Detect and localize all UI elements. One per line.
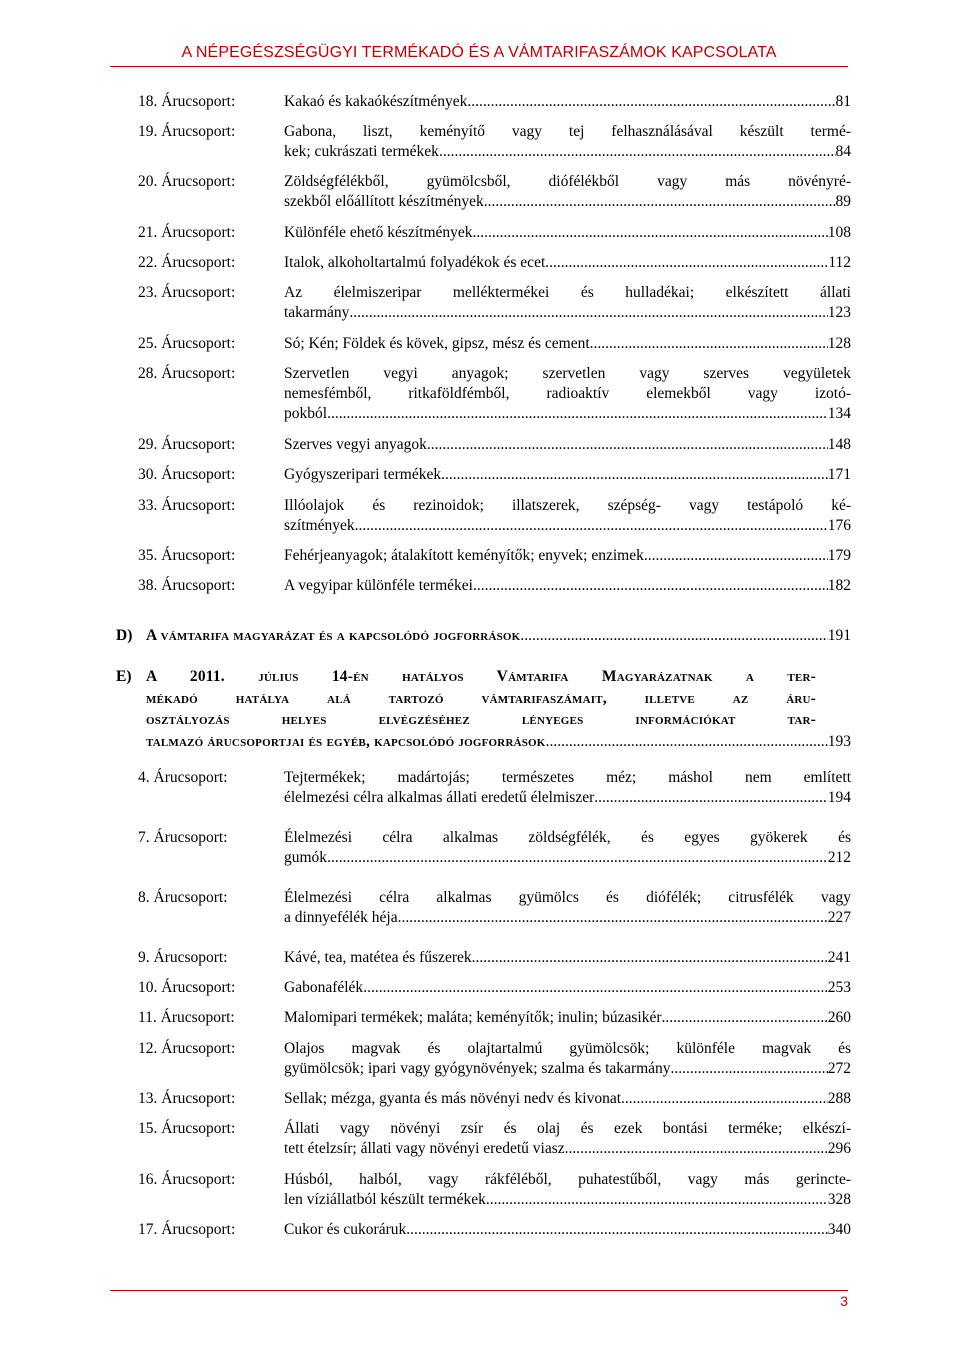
toc-entry-title-line: Szervetlen vegyi anyagok; szervetlen vagy szerves vegyületek (284, 365, 851, 382)
toc-page-number: 89 (835, 193, 851, 210)
toc-entry-title: gumók (284, 849, 328, 866)
toc-entry-number: 19. Árucsoport: (138, 123, 236, 140)
toc-entry-title-line: Élelmezési célra alkalmas gyümölcs és diófélék; citrusfélék vagy (284, 889, 851, 906)
toc-page-number: 340 (827, 1221, 851, 1238)
toc-entry-title: kek; cukrászati termékek (284, 143, 439, 160)
toc-entry-title: Gyógyszeripari termékek (284, 466, 442, 483)
toc-entry-number: 23. Árucsoport: (138, 284, 236, 301)
toc-entry-title: tett ételzsír; állati vagy növényi eredetű viasz (284, 1140, 565, 1157)
toc-entry-title: Fehérjeanyagok; átalakított keményítők; enyvek; enzimek (284, 547, 644, 564)
toc-entry-number: 11. Árucsoport: (138, 1009, 235, 1026)
toc-page-number: 171 (827, 466, 851, 483)
toc-entry-title: A vegyipar különféle termékei (284, 577, 473, 594)
running-header: A NÉPEGÉSZSÉGÜGYI TERMÉKADÓ ÉS A VÁMTARIFASZÁMOK KAPCSOLATA (181, 44, 777, 61)
toc-page-number: 296 (827, 1140, 851, 1157)
section-title-line: A 2011. július 14-én hatályos Vámtarifa Magyarázatnak a ter- (146, 668, 816, 685)
toc-entry-number: 28. Árucsoport: (138, 365, 236, 382)
dot-leader (662, 1008, 828, 1028)
toc-entry-title: Malomipari termékek; maláta; keményítők; inulin; búzasikér (284, 1009, 662, 1026)
toc-entry-number: 7. Árucsoport: (138, 829, 228, 846)
dot-leader (441, 465, 828, 485)
toc-entry-number: 29. Árucsoport: (138, 436, 236, 453)
toc-page-number: 241 (827, 949, 851, 966)
section-letter: D) (116, 627, 133, 644)
dot-leader (621, 1089, 828, 1109)
toc-page-number: 176 (827, 517, 851, 534)
toc-entry-title: Gabonafélék (284, 979, 364, 996)
dot-leader (406, 1220, 828, 1240)
toc-entry-title-line: Zöldségfélékből, gyümölcsből, diófélékből vagy más növényré- (284, 173, 851, 190)
toc-entry-number: 25. Árucsoport: (138, 335, 236, 352)
toc-page-number: 123 (827, 304, 851, 321)
toc-page-number: 272 (827, 1060, 851, 1077)
toc-entry-number: 13. Árucsoport: (138, 1090, 236, 1107)
dot-leader (473, 576, 828, 596)
toc-entry-number: 33. Árucsoport: (138, 497, 236, 514)
dot-leader (565, 1139, 828, 1159)
dot-leader (590, 334, 828, 354)
toc-page-number: 134 (827, 405, 851, 422)
toc-entry-title: Kávé, tea, matétea és fűszerek (284, 949, 472, 966)
toc-entry-title: élelmezési célra alkalmas állati eredetű élelmiszer (284, 789, 595, 806)
toc-entry-number: 30. Árucsoport: (138, 466, 236, 483)
toc-page-number: 179 (827, 547, 851, 564)
toc-page-number: 212 (827, 849, 851, 866)
toc-entry-number: 20. Árucsoport: (138, 173, 236, 190)
toc-entry-title: a dinnyefélék héja (284, 909, 398, 926)
toc-page-number: 108 (827, 224, 851, 241)
toc-entry-number: 8. Árucsoport: (138, 889, 228, 906)
toc-entry-title: Kakaó és kakaókészítmények (284, 93, 468, 110)
toc-entry-number: 18. Árucsoport: (138, 93, 236, 110)
toc-entry-title-line: Tejtermékek; madártojás; természetes méz; máshol nem említett (284, 769, 851, 786)
toc-page-number: 253 (827, 979, 851, 996)
toc-entry-title-line: Állati vagy növényi zsír és olaj és ezek bontási terméke; elkészí- (284, 1120, 851, 1137)
toc-entry-number: 16. Árucsoport: (138, 1171, 236, 1188)
toc-entry-title: szekből előállított készítmények (284, 193, 484, 210)
toc-page-number: 191 (827, 627, 851, 644)
toc-entry-title: Só; Kén; Földek és kövek, gipsz, mész és cement (284, 335, 590, 352)
toc-page-number: 81 (835, 93, 851, 110)
toc-page-number: 288 (827, 1090, 851, 1107)
dot-leader (484, 192, 836, 212)
toc-entry-title-line: Húsból, halból, vagy rákféléből, puhatestűből, vagy más gerincte- (284, 1171, 851, 1188)
dot-leader (486, 1190, 828, 1210)
toc-page-number: 194 (827, 789, 851, 806)
dot-leader (671, 1059, 828, 1079)
toc-page-number: 227 (827, 909, 851, 926)
dot-leader (327, 404, 828, 424)
toc-page-number: 148 (827, 436, 851, 453)
toc-entry-title-line: Illóolajok és rezinoidok; illatszerek, szépség- vagy testápoló ké- (284, 497, 851, 514)
toc-entry-title-line: Élelmezési célra alkalmas zöldségfélék, és egyes gyökerek és (284, 829, 851, 846)
toc-entry-title: len víziállatból készült termékek (284, 1191, 486, 1208)
toc-entry-number: 22. Árucsoport: (138, 254, 236, 271)
dot-leader (363, 978, 828, 998)
toc-entry-number: 9. Árucsoport: (138, 949, 228, 966)
section-title: talmazó árucsoportjai és egyéb, kapcsolódó jogforrások (146, 732, 546, 750)
toc-entry-number: 38. Árucsoport: (138, 577, 236, 594)
toc-entry-title-line: Olajos magvak és olajtartalmú gyümölcsök; különféle magvak és (284, 1040, 851, 1057)
toc-entry-number: 10. Árucsoport: (138, 979, 236, 996)
toc-entry-title: Szerves vegyi anyagok (284, 436, 427, 453)
toc-entry-title: Sellak; mézga, gyanta és más növényi nedv és kivonat (284, 1090, 622, 1107)
toc-page-number: 128 (827, 335, 851, 352)
toc-entry-number: 21. Árucsoport: (138, 224, 236, 241)
page-number: 3 (840, 1293, 848, 1309)
toc-page-number: 112 (828, 254, 851, 271)
dot-leader (473, 223, 828, 243)
dot-leader (398, 908, 828, 928)
toc-page-number: 193 (827, 732, 851, 750)
dot-leader (427, 435, 828, 455)
toc-entry-title: szítmények (284, 517, 355, 534)
dot-leader (349, 303, 827, 323)
dot-leader (546, 731, 828, 753)
dot-leader (439, 142, 836, 162)
toc-entry-number: 12. Árucsoport: (138, 1040, 236, 1057)
toc-entry-title: Különféle ehető készítmények (284, 224, 473, 241)
toc-entry-title: gyümölcsök; ipari vagy gyógynövények; szalma és takarmány (284, 1060, 671, 1077)
section-title-line: osztályozás helyes elvégzéséhez lényeges információkat tar- (146, 711, 816, 728)
dot-leader (594, 788, 827, 808)
toc-entry-number: 17. Árucsoport: (138, 1221, 236, 1238)
toc-page-number: 328 (827, 1191, 851, 1208)
toc-entry-title-line: Az élelmiszeripar melléktermékei és hulladékai; elkészített állati (284, 284, 851, 301)
toc-entry-number: 4. Árucsoport: (138, 769, 228, 786)
toc-entry-number: 35. Árucsoport: (138, 547, 236, 564)
section-title-line: mékadó hatálya alá tartozó vámtarifaszámait, illetve az áru- (146, 689, 816, 707)
toc-entry-title: takarmány (284, 304, 350, 321)
toc-entry-title: Italok, alkoholtartalmú folyadékok és ecet (284, 254, 546, 271)
toc-page-number: 182 (827, 577, 851, 594)
toc-entry-title: Cukor és cukoráruk (284, 1221, 407, 1238)
toc-entry-title: pokból (284, 405, 328, 422)
dot-leader (545, 253, 828, 273)
toc-page-number: 84 (835, 143, 851, 160)
dot-leader (644, 546, 828, 566)
toc-entry-number: 15. Árucsoport: (138, 1120, 236, 1137)
toc-entry-title-line: nemesfémből, ritkaföldfémből, radioaktív elemekből vagy izotó- (284, 385, 851, 402)
dot-leader (467, 92, 835, 112)
dot-leader (520, 625, 827, 647)
dot-leader (355, 516, 828, 536)
section-title: A vámtarifa magyarázat és a kapcsolódó jogforrások (146, 627, 521, 644)
header-rule (110, 66, 848, 67)
toc-page-number: 260 (827, 1009, 851, 1026)
section-letter: E) (116, 668, 132, 685)
dot-leader (327, 848, 828, 868)
toc-entry-title-line: Gabona, liszt, keményítő vagy tej felhasználásával készült termé- (284, 123, 851, 140)
footer-rule (110, 1290, 848, 1291)
dot-leader (472, 948, 828, 968)
